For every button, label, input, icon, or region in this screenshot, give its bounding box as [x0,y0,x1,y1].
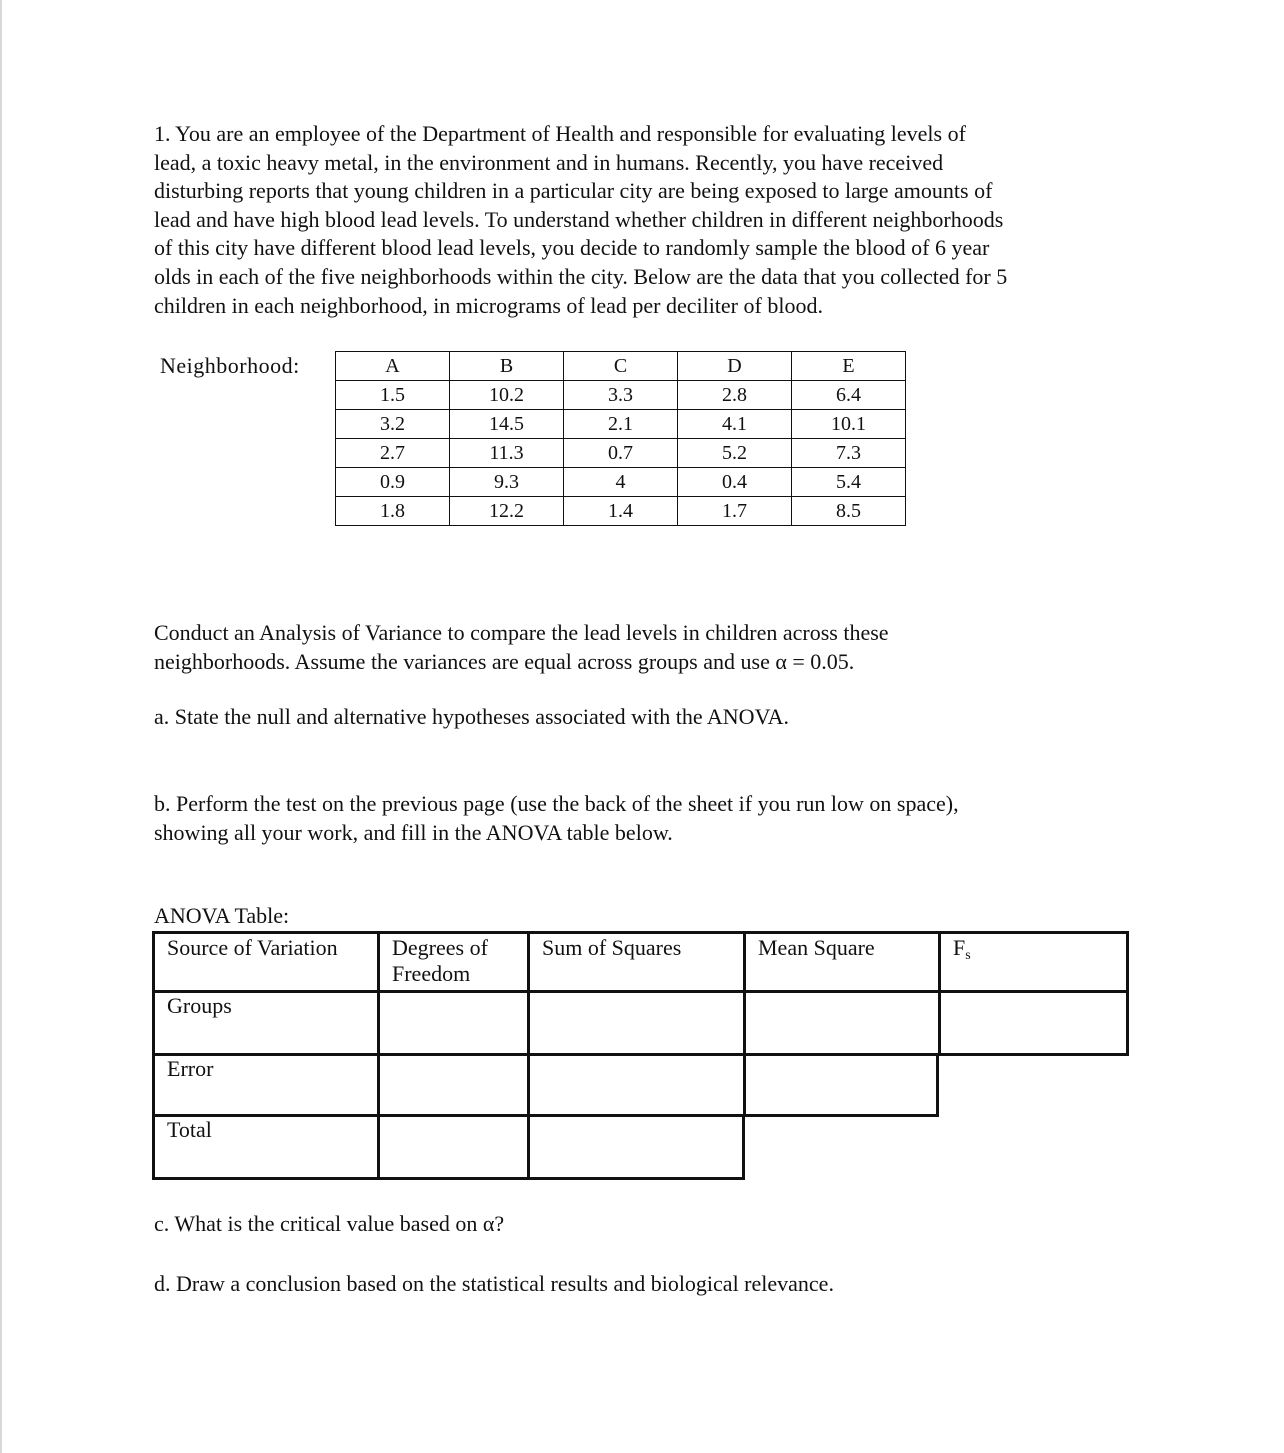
row-label: Groups [167,993,232,1018]
anova-instructions [154,619,889,676]
question-intro [154,120,1007,320]
table-cell: 2.8 [678,381,792,410]
intro-line: disturbing reports that young children in a particular city are being exposed to large amounts of [154,178,993,204]
intro-line: lead, a toxic heavy metal, in the environment and in humans. Recently, you have received [154,149,944,175]
table-cell: 7.3 [792,439,906,468]
table-cell: 5.4 [792,468,906,497]
row-label-error [152,1055,378,1117]
intro-line: children in each neighborhood, in micrograms of lead per deciliter of blood. [154,292,823,318]
table-header-row [336,352,906,381]
intro-line: olds in each of the five neighborhoods within the city. Below are the data that you collected for 5 [154,263,1008,289]
table-cell: 8.5 [792,497,906,526]
groups-ms-cell[interactable] [743,992,939,1056]
table-cell: 2.7 [336,439,450,468]
column-header: B [450,352,564,381]
intro-line: of this city have different blood lead levels, you decide to randomly sample the blood of 6 year [154,235,990,261]
anova-table-title: ANOVA Table: [154,903,290,928]
intro-line: 1. You are an employee of the Department of Health and responsible for evaluating levels of [154,121,966,146]
table-row [336,468,906,497]
table-cell: 14.5 [450,410,564,439]
part-b-line: showing all your work, and fill in the ANOVA table below. [154,819,673,845]
part-b-question [154,790,959,847]
table-cell: 1.7 [678,497,792,526]
table-cell: 5.2 [678,439,792,468]
error-ms-cell[interactable] [743,1055,939,1117]
groups-ss-cell[interactable] [527,992,744,1056]
table-cell: 10.2 [450,381,564,410]
header-text: Sum of Squares [542,935,682,960]
table-row [336,381,906,410]
neighborhood-label: Neighborhood: [160,353,300,378]
row-label-total [152,1116,378,1180]
row-label: Total [167,1117,212,1142]
table-row [336,497,906,526]
table-cell: 9.3 [450,468,564,497]
table-cell: 0.7 [564,439,678,468]
row-label-groups [152,992,378,1056]
table-cell: 3.3 [564,381,678,410]
table-cell: 0.4 [678,468,792,497]
header-text: Source of Variation [167,935,338,960]
header-text: F [953,935,966,960]
part-a-question: a. State the null and alternative hypotheses associated with the ANOVA. [154,704,790,729]
header-text: Freedom [392,961,471,986]
part-c-question: c. What is the critical value based on α? [154,1211,505,1236]
table-row [336,439,906,468]
total-df-cell[interactable] [377,1116,528,1180]
header-sum-of-squares [527,931,744,993]
header-f-statistic [938,931,1129,993]
header-mean-square [743,931,939,993]
table-row [336,410,906,439]
table-cell: 11.3 [450,439,564,468]
header-text: Mean Square [758,935,875,960]
table-cell: 4 [564,468,678,497]
instruction-line: Conduct an Analysis of Variance to compare the lead levels in children across these [154,620,889,645]
column-header: C [564,352,678,381]
table-cell: 1.8 [336,497,450,526]
part-d-question: d. Draw a conclusion based on the statistical results and biological relevance. [154,1271,834,1296]
table-cell: 0.9 [336,468,450,497]
column-header: A [336,352,450,381]
total-ss-cell[interactable] [527,1116,745,1180]
instruction-line: neighborhoods. Assume the variances are equal across groups and use α = 0.05. [154,648,855,674]
error-ss-cell[interactable] [527,1055,744,1117]
intro-line: lead and have high blood lead levels. To understand whether children in different neighborhoods [154,206,1004,232]
header-degrees-of-freedom [377,931,528,993]
table-cell: 12.2 [450,497,564,526]
row-label: Error [167,1056,214,1081]
table-cell: 10.1 [792,410,906,439]
header-subscript: s [965,948,971,963]
groups-df-cell[interactable] [377,992,528,1056]
table-cell: 2.1 [564,410,678,439]
column-header: D [678,352,792,381]
table-cell: 4.1 [678,410,792,439]
part-b-line: b. Perform the test on the previous page (use the back of the sheet if you run low on space), [154,791,959,816]
groups-f-cell[interactable] [938,992,1129,1056]
table-cell: 3.2 [336,410,450,439]
neighborhood-data-table [335,351,906,526]
column-header: E [792,352,906,381]
error-df-cell[interactable] [377,1055,528,1117]
table-cell: 1.4 [564,497,678,526]
table-cell: 1.5 [336,381,450,410]
page-left-border [0,0,2,1453]
table-cell: 6.4 [792,381,906,410]
header-text: Degrees of [392,935,488,960]
header-source-of-variation [152,931,378,993]
